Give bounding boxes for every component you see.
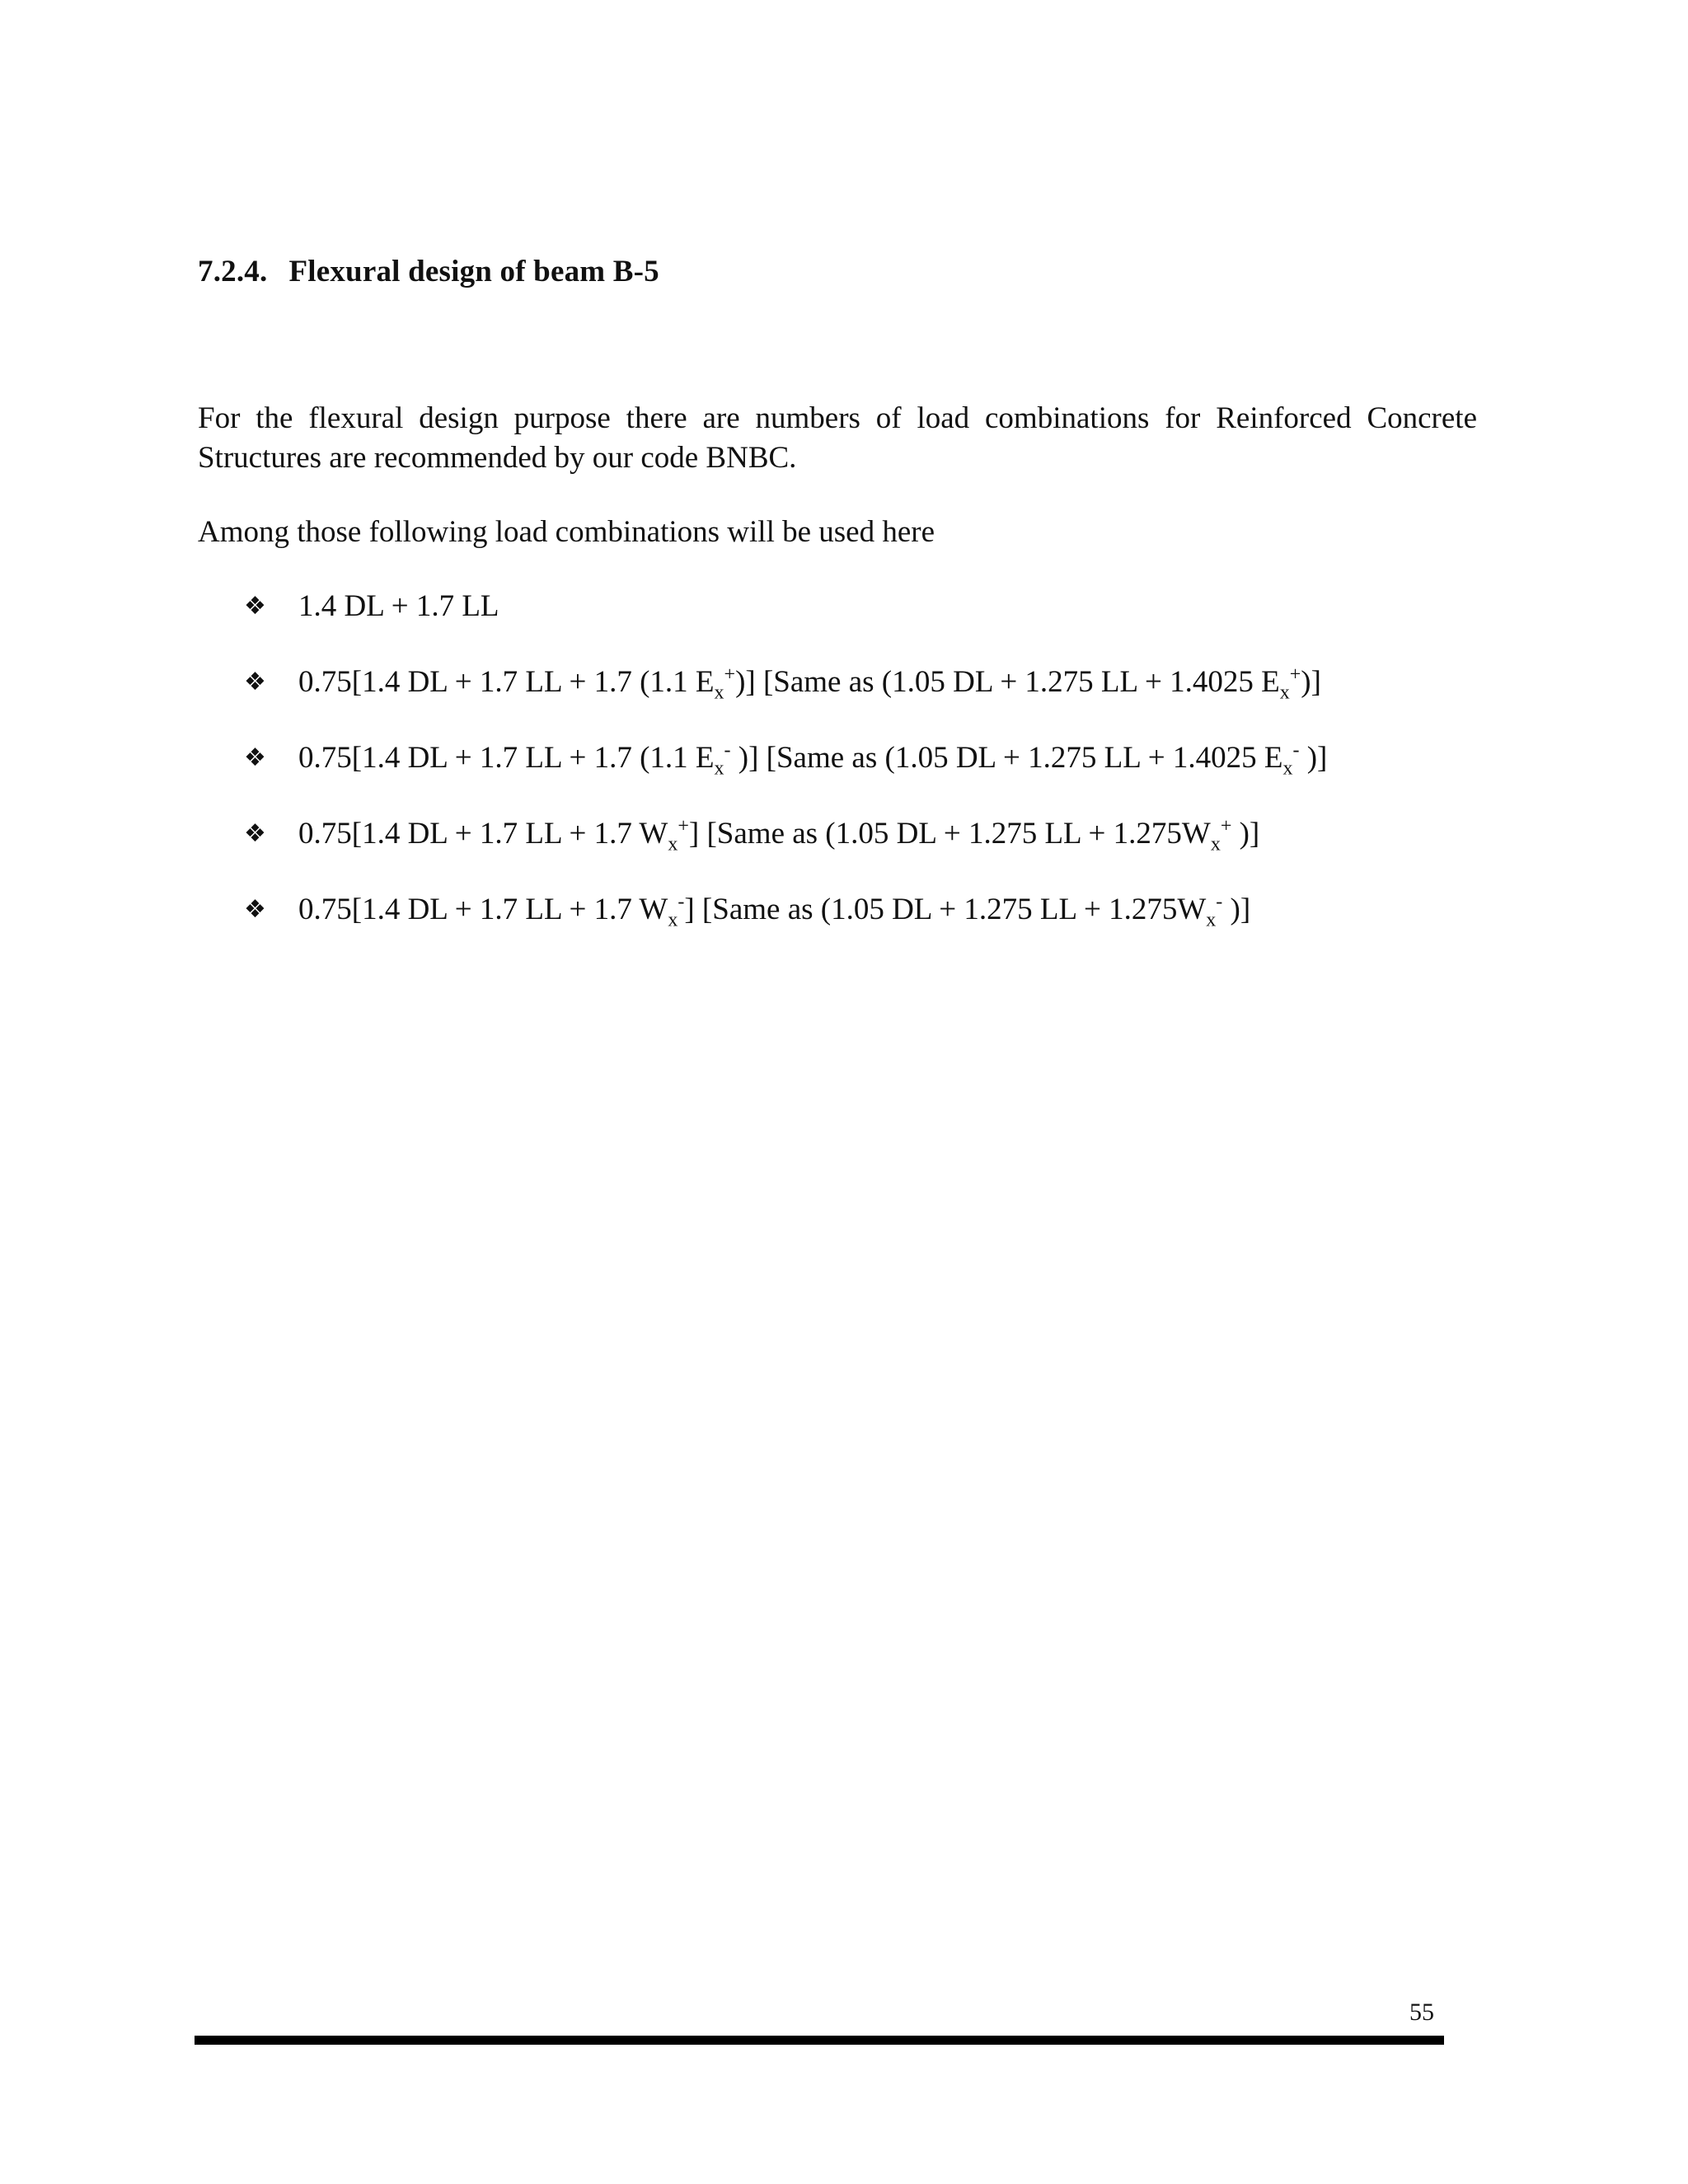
combination-text: )] bbox=[1231, 817, 1260, 851]
superscript: - bbox=[1292, 739, 1300, 762]
load-combination-list bbox=[244, 587, 1327, 966]
page-number: 55 bbox=[1409, 1999, 1434, 2026]
subscript: x bbox=[668, 833, 678, 855]
combination-text: 0.75[1.4 DL + 1.7 LL + 1.7 (1.1 E bbox=[298, 665, 715, 699]
subscript: x bbox=[668, 909, 678, 931]
subscript: x bbox=[714, 682, 724, 704]
four-petal-diamond-icon: ❖ bbox=[244, 743, 266, 772]
combination-text: )] [Same as (1.05 DL + 1.275 LL + 1.4025 E bbox=[735, 665, 1280, 699]
combination-text: ] [Same as (1.05 DL + 1.275 LL + 1.275W bbox=[688, 817, 1211, 851]
list-item bbox=[244, 587, 1327, 663]
combination-text: )] bbox=[1299, 741, 1328, 775]
four-petal-diamond-icon: ❖ bbox=[244, 895, 266, 924]
combination-text: 0.75[1.4 DL + 1.7 LL + 1.7 W bbox=[298, 893, 668, 926]
combination-text: ] [Same as (1.05 DL + 1.275 LL + 1.275W bbox=[684, 893, 1207, 926]
superscript: - bbox=[678, 891, 685, 913]
section-heading bbox=[198, 254, 659, 289]
list-item bbox=[244, 663, 1327, 738]
combination-text: 1.4 DL + 1.7 LL bbox=[298, 589, 499, 623]
four-petal-diamond-icon: ❖ bbox=[244, 819, 266, 848]
section-number: 7.2.4. bbox=[198, 255, 268, 288]
superscript: + bbox=[1220, 815, 1232, 837]
section-title: Flexural design of beam B-5 bbox=[288, 255, 659, 288]
subscript: x bbox=[1282, 757, 1293, 780]
combination-text: 0.75[1.4 DL + 1.7 LL + 1.7 W bbox=[298, 817, 668, 851]
superscript: + bbox=[678, 815, 689, 837]
subscript: x bbox=[1206, 909, 1217, 931]
intro-paragraph: For the flexural design purpose there are numbers of load combinations for Reinforced Concrete Structures are recommended by our code BNBC. bbox=[198, 401, 1477, 475]
combination-text: 0.75[1.4 DL + 1.7 LL + 1.7 (1.1 E bbox=[298, 741, 715, 775]
four-petal-diamond-icon: ❖ bbox=[244, 592, 266, 621]
subscript: x bbox=[1279, 682, 1290, 704]
four-petal-diamond-icon: ❖ bbox=[244, 668, 266, 696]
superscript: - bbox=[1216, 891, 1223, 913]
superscript: + bbox=[724, 663, 736, 686]
superscript: + bbox=[1289, 663, 1301, 686]
subscript: x bbox=[714, 757, 724, 780]
footer-rule bbox=[195, 2036, 1444, 2045]
combination-text: )] [Same as (1.05 DL + 1.275 LL + 1.4025 E bbox=[730, 741, 1283, 775]
list-item bbox=[244, 738, 1327, 814]
list-item bbox=[244, 890, 1327, 966]
list-item bbox=[244, 814, 1327, 890]
combination-text: )] bbox=[1222, 893, 1251, 926]
combination-text: )] bbox=[1301, 665, 1321, 699]
subscript: x bbox=[1210, 833, 1221, 855]
superscript: - bbox=[724, 739, 731, 762]
lead-paragraph: Among those following load combinations will be used here bbox=[198, 515, 935, 549]
